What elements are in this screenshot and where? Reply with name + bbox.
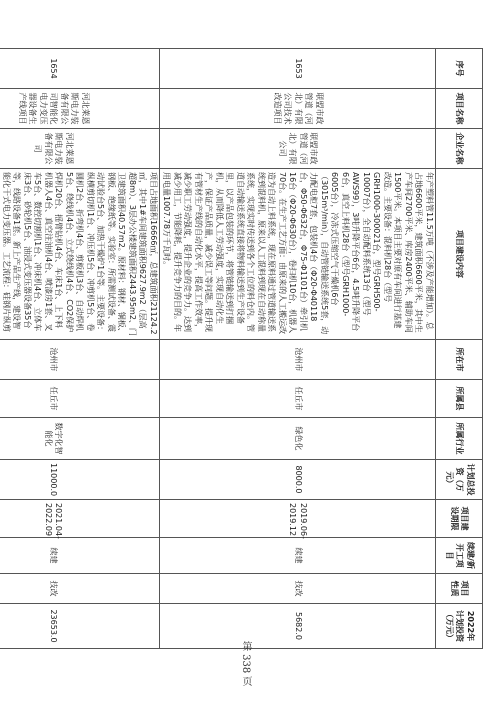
header-industry: 所属行业 <box>436 418 483 460</box>
header-invest-2022: 2022年计划投资（万元） <box>436 604 483 649</box>
project-table <box>0 48 483 649</box>
cell-invest-2022: 23653.0 <box>0 604 160 649</box>
header-investment: 计划总投资（万元） <box>436 460 483 500</box>
cell-period: 2019.06-2019.12 <box>160 500 436 538</box>
header-county: 所属县 <box>436 380 483 418</box>
cell-seq: 1653 <box>160 49 436 89</box>
rotated-table-sheet <box>2 48 483 648</box>
page-number: 第 338 页 <box>240 641 251 687</box>
header-seq: 序号 <box>436 49 483 89</box>
cell-status: 续建 <box>160 538 436 574</box>
cell-investment: 8000.0 <box>160 460 436 500</box>
table-header-row <box>436 49 483 649</box>
table-row <box>0 49 160 649</box>
cell-city: 沧州市 <box>0 340 160 380</box>
cell-content: 年产塑料管11.5万吨（不涉及产能增加）。总占地6600平米，建筑面积6600平米，其中生产车间2700平米、库房2400平米、辅助车间1500平米。本项目主要对原有车间进行基建改造。主要设备：混料机28台（型号GRH1000-300021台，型号GRH500-10007台），全自动配料系统13台（型号AWS99），3吨升降平台6台，4.5吨升降平台6台，真空上料机28台（型号GRH1000-6005台），冷冻式压缩空气干燥机6台（3015m³/min），自动管链输送系统5套，动力配电柜7套，包装机4台（Φ20-Φ40118台，Φ50-Φ632台，Φ75-Φ1101台）牵引机16台（Φ20-Φ630台），卷扫机10台，机器人70台。在生产工艺方面：由原来的人工搬运改造为自动上料系统，现在原料通过管道输送系统到混料机，原来以人工混料到现在自动称量系统，实现实时传送到各个工位的料仓内。管道自动输送系统直接将物料输送到生产设备里，以产品包装的环节，将管链输送到打捆机，从而降低人工劳动强度，实现自动化生产，保证产品质量，减少误工等问题。提升现有管材生产线的自动化水平，提高工作效率，减少职工劳动强度，提升企业的竞争力。达到减少用工，节能降耗，提升竞争力的目的。年用电量1007.78万千瓦时。 <box>160 169 436 340</box>
header-city: 所在市 <box>436 340 483 380</box>
cell-city: 沧州市 <box>160 340 436 380</box>
cell-content: 项目占地面积16666㎡，总建筑面积21124.2㎡，其中1#车间建筑面积9627.9m2（层高超8m）、3层办公楼建筑面积2443.95m2、门卫建筑面积40.57m2。原材料：钢材、铜板、钢板、绝缘纸等。实验室：所需测试设备、震动试验台5台、加热干燥炉1台等。主要设备：纵横剪切机1台、冲压机5台、冲剪机5台、卷圆机2台、折弯机4台、剪板机3台、自动焊机5台、绕线机4台、立式绕线机4台、CO2保护焊机20台、摇臂钻机4台、车床1台、上下料机器人4台、真空注油机4台、喷漆房1套、叉车5台、数控切割机1台、冲床机4台、立体车床3台、砂轮机5台、油浸式变压器设备35台等，线路设备1套。新上产品生产线，建设智能化干式电力变压器。工艺流程：硅钢片纵剪 <box>0 169 160 340</box>
header-content: 项目建设内容 <box>436 169 483 340</box>
table-row <box>160 49 436 649</box>
cell-county: 任丘市 <box>0 380 160 418</box>
cell-seq: 1654 <box>0 49 160 89</box>
cell-investment: 11000.0 <box>0 460 160 500</box>
header-project-name: 项目名称 <box>436 89 483 129</box>
cell-nature: 技改 <box>0 574 160 604</box>
cell-industry: 数字化智能化 <box>0 418 160 460</box>
cell-project-name: 联盟市政管道（河北）有限公司技术改造项目 <box>160 89 436 129</box>
cell-company: 联盟市政管道（河北）有限公司 <box>160 129 436 169</box>
cell-industry: 绿色化 <box>160 418 436 460</box>
header-company: 企业名称 <box>436 129 483 169</box>
header-period: 项目建设期限 <box>436 500 483 538</box>
header-status: 续建/新开工项目 <box>436 538 483 574</box>
cell-nature: 技改 <box>160 574 436 604</box>
cell-company: 河北莱恩斯电力装备有限公司 <box>0 129 160 169</box>
cell-project-name: 河北莱恩斯电力装备有限公司智能化电力变压器设备生产线项目 <box>0 89 160 129</box>
cell-period: 2021.04-2022.09 <box>0 500 160 538</box>
header-nature: 项目性质 <box>436 574 483 604</box>
cell-county: 任丘市 <box>160 380 436 418</box>
cell-status: 续建 <box>0 538 160 574</box>
cell-invest-2022: 5682.0 <box>160 604 436 649</box>
